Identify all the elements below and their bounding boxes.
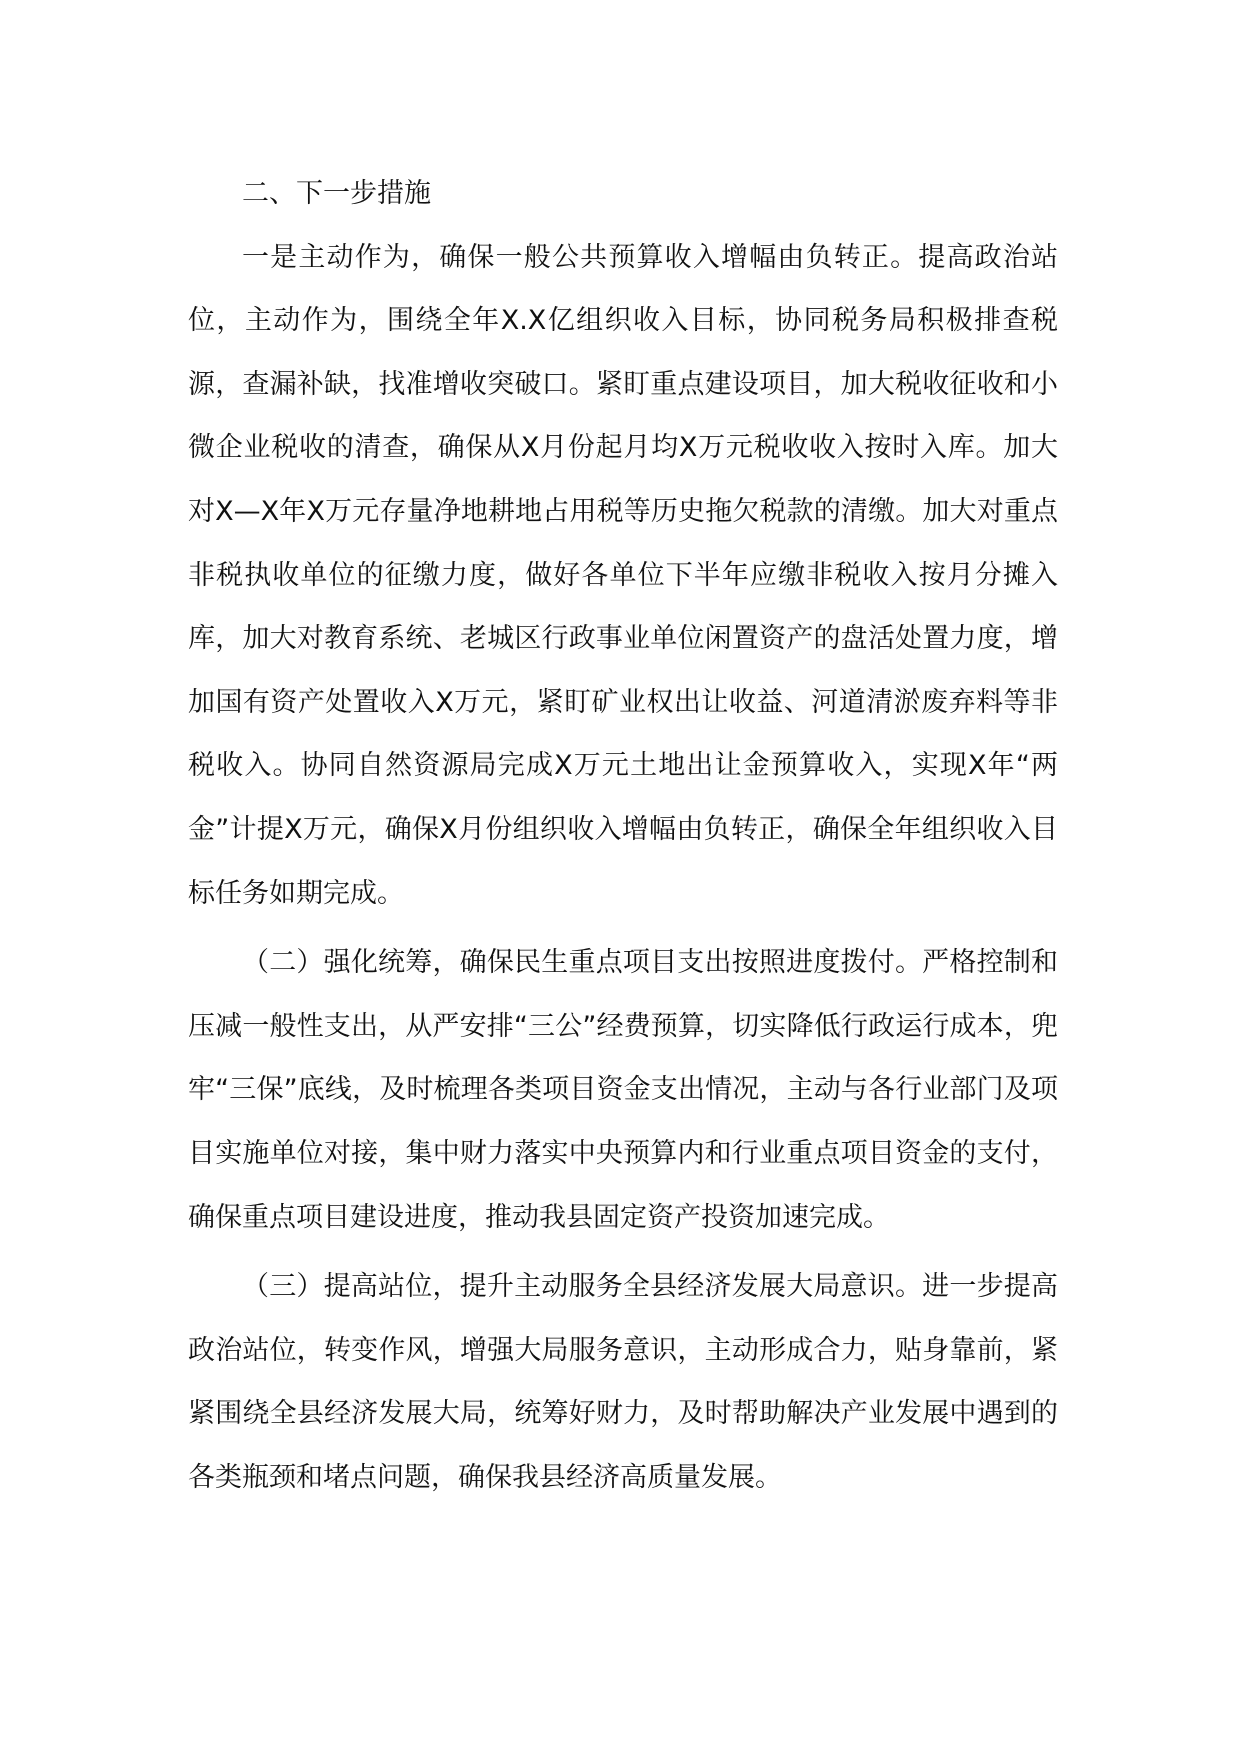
paragraph-revenue-measures: 一是主动作为，确保一般公共预算收入增幅由负转正。提高政治站位，主动作为，围绕全年X.X亿组织收入目标，协同税务局积极排查税源，查漏补缺，找准增收突破口。紧盯重点建设项目，加大税收征收和小微企业税收的清查，确保从X月份起月均X万元税收收入按时入库。加大对X—X年X万元存量净地耕地占用税等历史拖欠税款的清缴。加大对重点非税执收单位的征缴力度，做好各单位下半年应缴非税收入按月分摊入库，加大对教育系统、老城区行政事业单位闲置资产的盘活处置力度，增加国有资产处置收入X万元，紧盯矿业权出让收益、河道清淤废弃料等非税收入。协同自然资源局完成X万元土地出让金预算收入，实现X年“两金”计提X万元，确保X月份组织收入增幅由负转正，确保全年组织收入目标任务如期完成。 <box>188 241 1058 909</box>
section-heading: 二、下一步措施 <box>242 178 431 209</box>
paragraph-service-awareness: （三）提高站位，提升主动服务全县经济发展大局意识。进一步提高政治站位，转变作风，增强大局服务意识，主动形成合力，贴身靠前，紧紧围绕全县经济发展大局，统筹好财力，及时帮助解决产业发展中遇到的各类瓶颈和堵点问题，确保我县经济高质量发展。 <box>188 1271 1058 1493</box>
document-body <box>188 162 1058 1509</box>
paragraph-expenditure-measures: （二）强化统筹，确保民生重点项目支出按照进度拨付。严格控制和压减一般性支出，从严安排“三公”经费预算，切实降低行政运行成本，兜牢“三保”底线，及时梳理各类项目资金支出情况，主动与各行业部门及项目实施单位对接，集中财力落实中央预算内和行业重点项目资金的支付，确保重点项目建设进度，推动我县固定资产投资加速完成。 <box>188 947 1058 1233</box>
